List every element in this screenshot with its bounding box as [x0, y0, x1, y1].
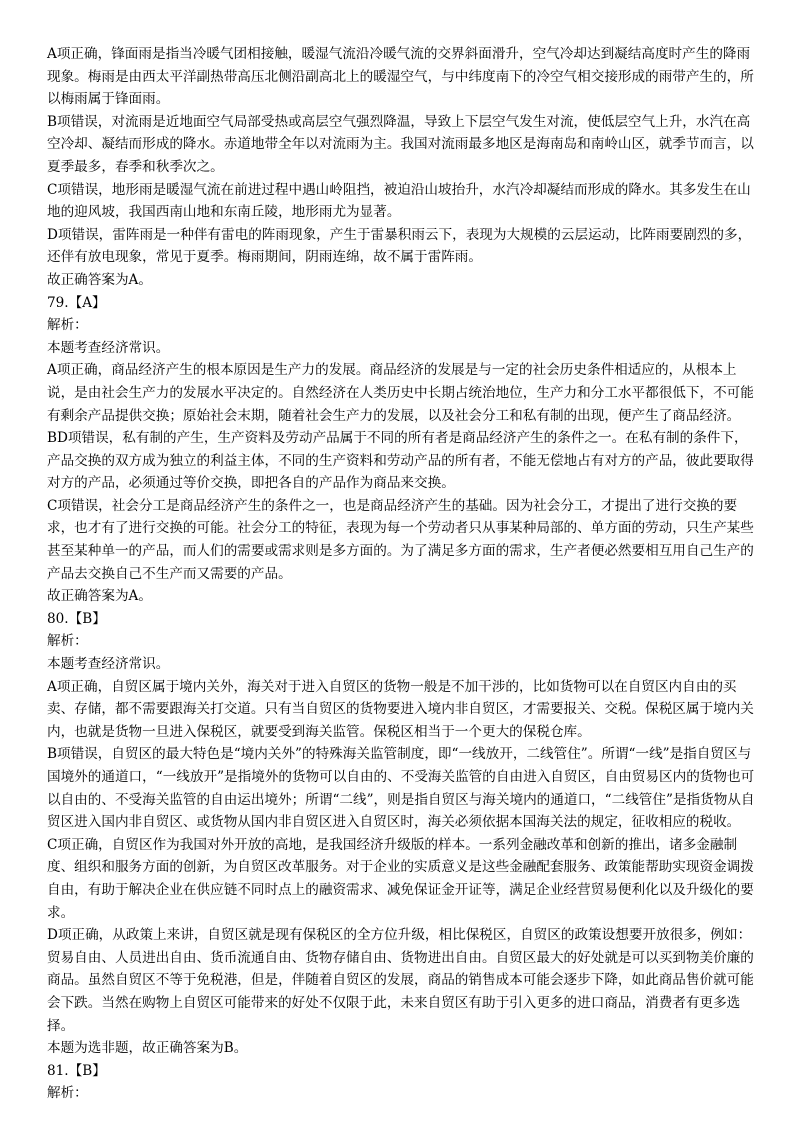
question-number: 80.【B】 — [47, 610, 106, 627]
paragraph-option-a: A项正确，商品经济产生的根本原因是生产力的发展。商品经济的发展是与一定的社会历史条件相适应的，从根本上说，是由社会生产力的发展水平决定的。自然经济在人类历史中长期占统治地位，生产力和分工水平都很低下，不可能有剩余产品提供交换；原始社会末期，随着社会生产力的发展，以及社会分工和私有制的出现，便产生了商品经济。 — [47, 362, 754, 424]
paragraph-option-d: D项错误，雷阵雨是一种伴有雷电的阵雨现象，产生于雷暴积雨云下，表现为大规模的云层运动，比阵雨要剧烈的多，还伴有放电现象，常见于夏季。梅雨期间，阴雨连绵，故不属于雷阵雨。 — [47, 226, 752, 266]
analysis-label: 解析： — [47, 317, 88, 334]
paragraph-option-a: A项正确，锋面雨是指当冷暖气团相接触，暖湿气流沿冷暖气流的交界斜面滑升，空气冷却达到凝结高度时产生的降雨现象。梅雨是由西太平洋副热带高压北侧沿副高北上的暖湿空气，与中纬度南下的冷空气相交接形成的雨带产生的，所以梅雨属于锋面雨。 — [47, 46, 754, 108]
paragraph-option-bd: BD项错误，私有制的产生，生产资料及劳动产品属于不同的所有者是商品经济产生的条件之一。在私有制的条件下，产品交换的双方成为独立的利益主体，不同的生产资料和劳动产品的所有者，不能无偿地占有对方的产品，彼此要取得对方的产品，必须通过等价交换，即把各自的产品作为商品来交换。 — [47, 430, 754, 492]
paragraph-option-c: C项错误，社会分工是商品经济产生的条件之一，也是商品经济产生的基础。因为社会分工，才提出了进行交换的要求，也才有了进行交换的可能。社会分工的特征，表现为每一个劳动者只从事某种局部的、单方面的劳动，只生产某些甚至某种单一的产品，而人们的需要或需求则是多方面的。为了满足多方面的需求，生产者便必然要相互用自己生产的产品去交换自己不生产而又需要的产品。 — [47, 497, 754, 582]
question-number: 79.【A】 — [47, 294, 106, 311]
paragraph-option-d: D项正确，从政策上来讲，自贸区就是现有保税区的全方位升级，相比保税区，自贸区的政策设想要开放很多，例如：贸易自由、人员进出自由、货币流通自由、货物存储自由、货物进出自由。自贸区最大的好处就是可以买到物美价廉的商品。虽然自贸区不等于免税港，但是，伴随着自贸区的发展，商品的销售成本可能会逐步下降，如此商品售价就可能会下跌。当然在购物上自贸区可能带来的好处不仅限于此，未来自贸区有助于引入更多的进口商品，消费者有更多选择。 — [47, 927, 754, 1034]
paragraph-option-a: A项正确，自贸区属于境内关外，海关对于进入自贸区的货物一般是不加干涉的，比如货物可以在自贸区内自由的买卖、存储，都不需要跟海关打交道。只有当自贸区的货物要进入境内非自贸区，才需要报关、交税。保税区属于境内关内，也就是货物一旦进入保税区，就要受到海关监管。保税区相当于一个更大的保税仓库。 — [47, 678, 754, 740]
answer-line: 本题为选非题，故正确答案为B。 — [47, 1040, 248, 1057]
topic-line: 本题考查经济常识。 — [47, 656, 170, 673]
paragraph-option-b: B项错误，对流雨是近地面空气局部受热或高层空气强烈降温，导致上下层空气发生对流，使低层空气上升，水汽在高空冷却、凝结而形成的降水。赤道地带全年以对流雨为主。我国对流雨最多地区是海南岛和南岭山区，就季节而言，以夏季最多，春季和秋季次之。 — [47, 113, 754, 175]
question-number: 81.【B】 — [47, 1062, 106, 1079]
analysis-label: 解析： — [47, 1085, 88, 1102]
paragraph-option-b: B项错误，自贸区的最大特色是“境内关外”的特殊海关监管制度，即“一线放开，二线管住”。所谓“一线”是指自贸区与国境外的通道口，“一线放开”是指境外的货物可以自由的、不受海关监管的自由进入自贸区，自由贸易区内的货物也可以自由的、不受海关监管的自由运出境外；所谓“二线”，则是指自贸区与海关境内的通道口，“二线管住”是指货物从自贸区进入国内非自贸区、或货物从国内非自贸区进入自贸区时，海关必须依据本国海关法的规定，征收相应的税收。 — [47, 746, 755, 831]
paragraph-option-c: C项正确，自贸区作为我国对外开放的高地，是我国经济升级版的样本。一系列金融改革和创新的推出，诸多金融制度、组织和服务方面的创新，为自贸区改革服务。对于企业的实质意义是这些金融配套服务、政策能帮助实现资金调拨自由，有助于解决企业在供应链不同时点上的融资需求、减免保证金开证等，满足企业经营贸易便利化以及升级化的要求。 — [47, 836, 754, 921]
answer-line: 故正确答案为A。 — [47, 588, 152, 605]
answer-line: 故正确答案为A。 — [47, 271, 152, 288]
topic-line: 本题考查经济常识。 — [47, 339, 170, 356]
analysis-label: 解析： — [47, 633, 88, 650]
paragraph-option-c: C项错误，地形雨是暖湿气流在前进过程中遇山岭阻挡，被迫沿山坡抬升，水汽冷却凝结而形成的降水。其多发生在山地的迎风坡，我国西南山地和东南丘陵，地形雨尤为显著。 — [47, 181, 751, 221]
document-body — [47, 43, 760, 1105]
